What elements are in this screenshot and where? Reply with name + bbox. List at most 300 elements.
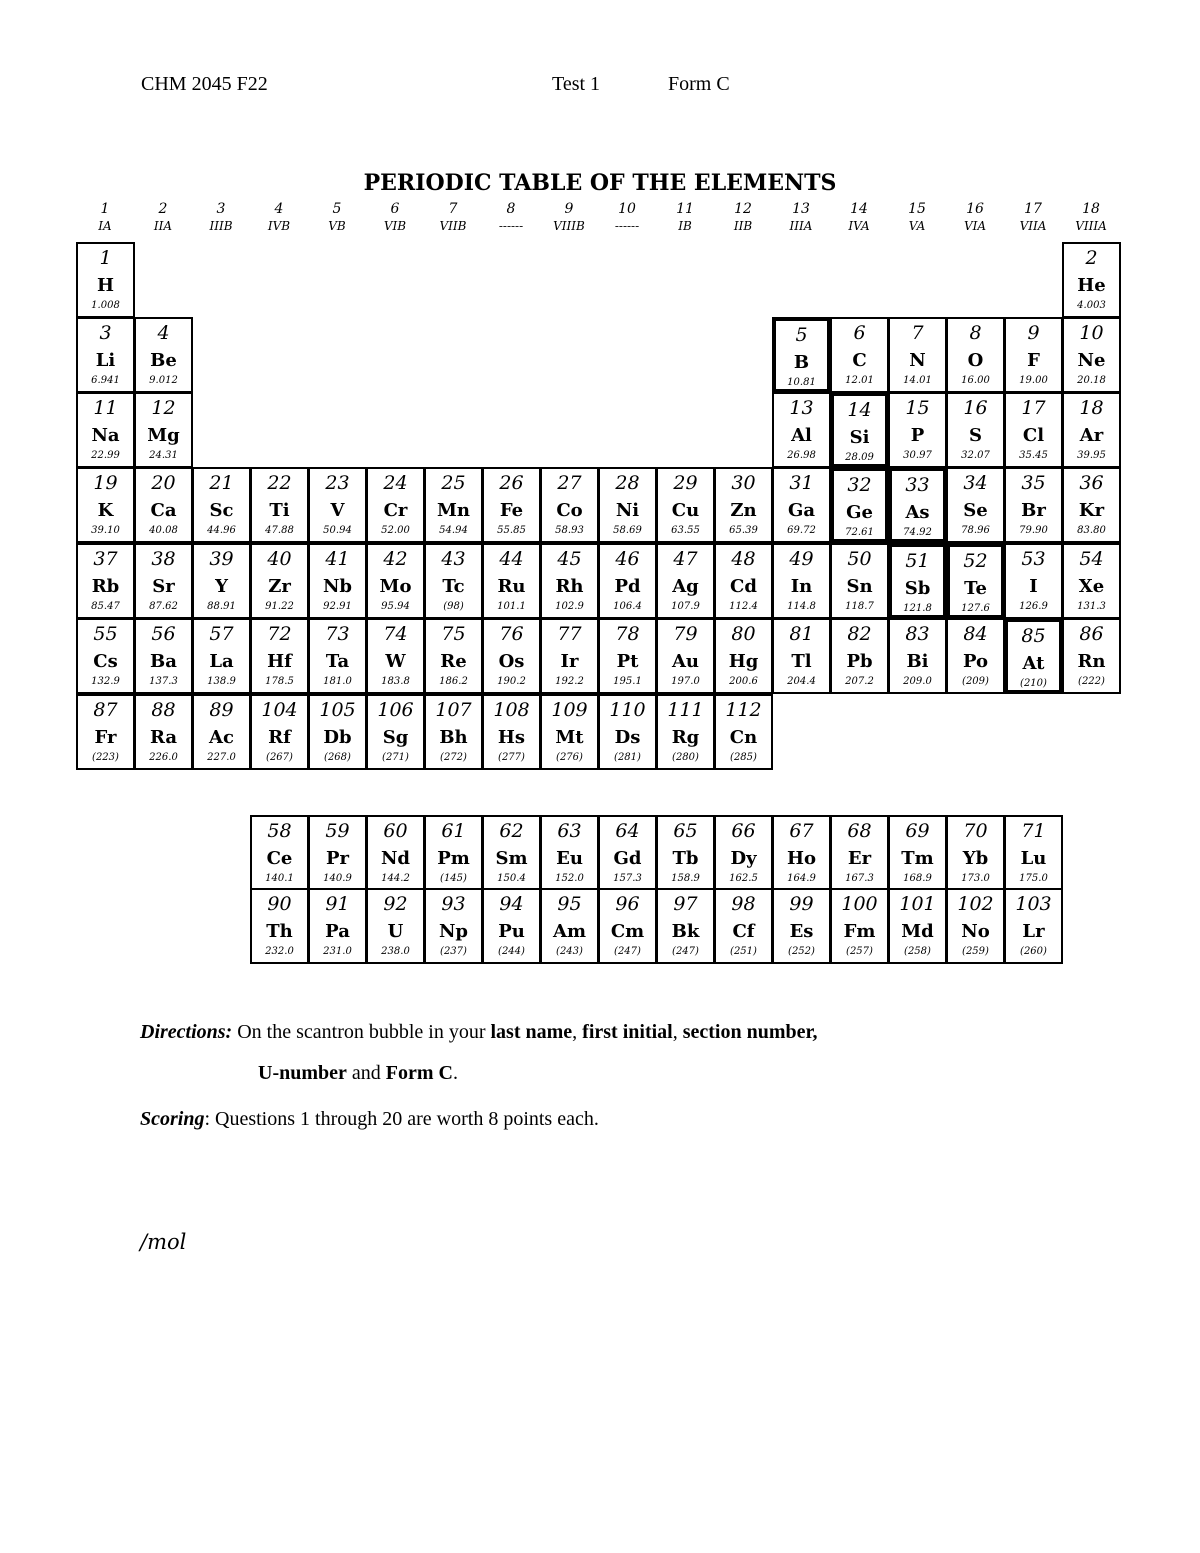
element-symbol: Lu: [1020, 848, 1047, 869]
atomic-number: 106: [377, 699, 414, 721]
element-symbol: Mt: [555, 727, 584, 748]
atomic-mass: 132.9: [91, 676, 120, 687]
group-roman: VIIIB: [553, 219, 585, 233]
group-header: [482, 201, 540, 235]
group-roman: IIB: [733, 219, 753, 233]
atomic-number: 83: [905, 623, 930, 645]
atomic-number: 63: [557, 820, 582, 842]
atomic-mass: 30.97: [903, 450, 932, 461]
element-symbol: Ge: [846, 502, 873, 523]
atomic-mass: 50.94: [323, 525, 352, 536]
element-cell: [946, 467, 1005, 543]
atomic-number: 80: [731, 623, 756, 645]
element-symbol: Ir: [560, 651, 579, 672]
atomic-mass: 157.3: [613, 873, 642, 884]
element-cell: [192, 694, 251, 770]
element-symbol: Sb: [904, 578, 931, 599]
atomic-mass: 87.62: [149, 601, 178, 612]
atomic-number: 102: [957, 893, 994, 915]
atomic-mass: 16.00: [961, 375, 990, 386]
atomic-mass: 183.8: [381, 676, 410, 687]
element-cell: [482, 467, 541, 543]
group-header: [192, 201, 250, 235]
atomic-number: 4: [157, 322, 170, 344]
element-symbol: W: [385, 651, 406, 672]
atomic-number: 100: [841, 893, 878, 915]
element-cell: [1004, 543, 1063, 619]
element-cell: [250, 815, 309, 891]
group-header: [1004, 201, 1062, 235]
atomic-mass: 178.5: [265, 676, 294, 687]
atomic-number: 26: [499, 472, 524, 494]
element-symbol: Ba: [150, 651, 177, 672]
atomic-number: 12: [151, 397, 176, 419]
atomic-number: 72: [267, 623, 292, 645]
element-cell: [76, 543, 135, 619]
atomic-number: 85: [1021, 625, 1046, 647]
directions-text: On the scantron bubble in your: [232, 1021, 491, 1043]
atomic-mass: (271): [382, 752, 409, 763]
atomic-mass: 78.96: [961, 525, 990, 536]
group-header: [76, 201, 134, 235]
element-symbol: Pm: [437, 848, 470, 869]
element-cell: [308, 815, 367, 891]
group-number: 5: [332, 201, 342, 217]
atomic-number: 16: [963, 397, 988, 419]
element-symbol: Au: [671, 651, 700, 672]
group-number: 17: [1024, 201, 1042, 217]
atomic-number: 21: [209, 472, 234, 494]
element-symbol: V: [330, 500, 345, 521]
atomic-mass: (237): [440, 946, 467, 957]
atomic-mass: 175.0: [1019, 873, 1048, 884]
element-symbol: Pb: [846, 651, 873, 672]
element-symbol: Re: [440, 651, 467, 672]
element-symbol: N: [909, 350, 926, 371]
element-cell: [540, 888, 599, 964]
element-symbol: Fe: [499, 500, 524, 521]
atomic-mass: 158.9: [671, 873, 700, 884]
atomic-mass: 204.4: [787, 676, 816, 687]
atomic-number: 105: [319, 699, 356, 721]
group-number: 10: [618, 201, 636, 217]
atomic-number: 1: [99, 247, 112, 269]
atomic-mass: 32.07: [961, 450, 990, 461]
atomic-mass: 181.0: [323, 676, 352, 687]
element-cell: [540, 467, 599, 543]
group-header: [424, 201, 482, 235]
group-number: 12: [734, 201, 752, 217]
atomic-number: 78: [615, 623, 640, 645]
atomic-mass: 144.2: [381, 873, 410, 884]
atomic-mass: (251): [730, 946, 757, 957]
element-cell: [192, 543, 251, 619]
element-cell: [888, 392, 947, 468]
atomic-mass: 231.0: [323, 946, 352, 957]
element-symbol: La: [209, 651, 234, 672]
atomic-mass: 137.3: [149, 676, 178, 687]
atomic-mass: 207.2: [845, 676, 874, 687]
element-cell: [482, 888, 541, 964]
atomic-mass: 118.7: [845, 601, 874, 612]
element-cell: [76, 392, 135, 468]
element-cell: [424, 543, 483, 619]
atomic-mass: 95.94: [381, 601, 410, 612]
element-symbol: Cl: [1022, 425, 1045, 446]
group-roman: IVA: [848, 219, 870, 233]
element-symbol: C: [852, 350, 867, 371]
form-c-text: Form C: [385, 1062, 453, 1084]
element-cell: [888, 543, 947, 619]
group-header: [308, 201, 366, 235]
atomic-number: 98: [731, 893, 756, 915]
group-roman: ------: [498, 219, 524, 233]
atomic-number: 48: [731, 548, 756, 570]
element-symbol: Hg: [728, 651, 759, 672]
element-cell: [888, 888, 947, 964]
atomic-mass: 173.0: [961, 873, 990, 884]
atomic-mass: 192.2: [555, 676, 584, 687]
element-symbol: Pr: [325, 848, 350, 869]
element-cell: [424, 815, 483, 891]
element-symbol: Np: [438, 921, 469, 942]
atomic-number: 14: [847, 399, 872, 421]
atomic-mass: 39.95: [1077, 450, 1106, 461]
scoring-text: : Questions 1 through 20 are worth 8 points each.: [204, 1108, 599, 1130]
element-cell: [946, 543, 1005, 619]
element-symbol: At: [1022, 653, 1045, 674]
element-symbol: U: [387, 921, 404, 942]
element-symbol: Sc: [209, 500, 234, 521]
group-roman: IIIA: [789, 219, 813, 233]
element-symbol: Sn: [846, 576, 873, 597]
element-symbol: Tl: [791, 651, 812, 672]
group-header: [598, 201, 656, 235]
directions-line-2: [258, 1062, 458, 1085]
element-symbol: Eu: [556, 848, 583, 869]
atomic-mass: (285): [730, 752, 757, 763]
element-cell: [1004, 815, 1063, 891]
element-symbol: Cs: [93, 651, 118, 672]
atomic-mass: 55.85: [497, 525, 526, 536]
element-symbol: Sm: [495, 848, 528, 869]
element-symbol: Pa: [325, 921, 350, 942]
element-symbol: Co: [556, 500, 583, 521]
element-symbol: Rb: [91, 576, 120, 597]
element-cell: [366, 618, 425, 694]
element-symbol: Cn: [729, 727, 758, 748]
directions-label: Directions:: [140, 1021, 233, 1043]
atomic-number: 25: [441, 472, 466, 494]
element-cell: [76, 618, 135, 694]
group-roman: VIA: [963, 219, 987, 233]
atomic-mass: (277): [498, 752, 525, 763]
element-cell: [830, 543, 889, 619]
atomic-number: 71: [1021, 820, 1046, 842]
atomic-number: 64: [615, 820, 640, 842]
element-symbol: Ta: [325, 651, 350, 672]
element-cell: [1004, 888, 1063, 964]
atomic-mass: 44.96: [207, 525, 236, 536]
element-cell: [598, 694, 657, 770]
element-cell: [1004, 317, 1063, 393]
atomic-number: 2: [1085, 247, 1098, 269]
atomic-number: 110: [609, 699, 646, 721]
atomic-number: 18: [1079, 397, 1104, 419]
element-cell: [540, 694, 599, 770]
atomic-number: 62: [499, 820, 524, 842]
atomic-mass: 127.6: [961, 603, 990, 614]
element-symbol: Se: [963, 500, 988, 521]
atomic-mass: 112.4: [729, 601, 758, 612]
element-cell: [1062, 467, 1121, 543]
element-cell: [76, 317, 135, 393]
group-header: [250, 201, 308, 235]
atomic-number: 39: [209, 548, 234, 570]
atomic-number: 101: [899, 893, 936, 915]
element-symbol: Mo: [379, 576, 412, 597]
atomic-number: 87: [93, 699, 118, 721]
element-symbol: Gd: [613, 848, 642, 869]
atomic-number: 3: [99, 322, 112, 344]
atomic-number: 95: [557, 893, 582, 915]
atomic-mass: 69.72: [787, 525, 816, 536]
element-symbol: S: [969, 425, 982, 446]
atomic-mass: (259): [962, 946, 989, 957]
element-symbol: Os: [498, 651, 525, 672]
atomic-mass: 91.22: [265, 601, 294, 612]
element-symbol: F: [1027, 350, 1040, 371]
element-cell: [482, 618, 541, 694]
atomic-mass: (243): [556, 946, 583, 957]
atomic-number: 104: [261, 699, 298, 721]
element-symbol: Po: [962, 651, 989, 672]
element-symbol: Ni: [615, 500, 640, 521]
atomic-number: 11: [93, 397, 118, 419]
group-header: [946, 201, 1004, 235]
atomic-mass: (267): [266, 752, 293, 763]
atomic-number: 13: [789, 397, 814, 419]
element-cell: [134, 543, 193, 619]
group-roman: ------: [614, 219, 640, 233]
element-cell: [76, 467, 135, 543]
element-cell: [888, 467, 947, 543]
element-cell: [250, 543, 309, 619]
atomic-mass: 106.4: [613, 601, 642, 612]
element-cell: [656, 618, 715, 694]
atomic-mass: (281): [614, 752, 641, 763]
element-symbol: Y: [215, 576, 228, 597]
element-symbol: Cm: [610, 921, 645, 942]
atomic-number: 108: [493, 699, 530, 721]
atomic-number: 99: [789, 893, 814, 915]
element-symbol: Xe: [1078, 576, 1105, 597]
atomic-number: 76: [499, 623, 524, 645]
atomic-number: 57: [209, 623, 234, 645]
atomic-mass: 107.9: [671, 601, 700, 612]
element-cell: [134, 467, 193, 543]
element-symbol: Db: [323, 727, 352, 748]
directions-period: .: [452, 1062, 458, 1084]
element-symbol: Fr: [94, 727, 117, 748]
atomic-mass: 28.09: [845, 452, 874, 463]
group-roman: IIIB: [209, 219, 233, 233]
group-number: 11: [676, 201, 694, 217]
element-cell: [250, 694, 309, 770]
atomic-number: 93: [441, 893, 466, 915]
element-cell: [134, 392, 193, 468]
element-symbol: Md: [901, 921, 934, 942]
atomic-number: 27: [557, 472, 582, 494]
element-cell: [424, 618, 483, 694]
atomic-mass: 39.10: [91, 525, 120, 536]
element-cell: [482, 694, 541, 770]
element-symbol: Zr: [268, 576, 291, 597]
element-symbol: Th: [266, 921, 293, 942]
group-number: 16: [966, 201, 984, 217]
atomic-mass: 88.91: [207, 601, 236, 612]
atomic-number: 94: [499, 893, 524, 915]
element-cell: [772, 543, 831, 619]
element-symbol: Li: [95, 350, 116, 371]
group-roman: VIB: [383, 219, 407, 233]
element-cell: [830, 888, 889, 964]
atomic-mass: 35.45: [1019, 450, 1048, 461]
group-header: [1062, 201, 1120, 235]
atomic-number: 33: [905, 474, 930, 496]
atomic-number: 109: [551, 699, 588, 721]
atomic-mass: (268): [324, 752, 351, 763]
atomic-number: 77: [557, 623, 582, 645]
atomic-number: 44: [499, 548, 524, 570]
atomic-mass: 101.1: [497, 601, 526, 612]
atomic-mass: (98): [443, 601, 464, 612]
atomic-number: 31: [789, 472, 814, 494]
element-symbol: Rg: [671, 727, 700, 748]
element-cell: [888, 815, 947, 891]
group-roman: VIIB: [439, 219, 467, 233]
atomic-mass: (280): [672, 752, 699, 763]
atomic-mass: 168.9: [903, 873, 932, 884]
element-cell: [1062, 317, 1121, 393]
element-cell: [134, 618, 193, 694]
element-cell: [772, 467, 831, 543]
element-cell: [366, 888, 425, 964]
element-symbol: Al: [791, 425, 812, 446]
atomic-mass: 162.5: [729, 873, 758, 884]
atomic-mass: 58.69: [613, 525, 642, 536]
atomic-number: 97: [673, 893, 698, 915]
element-cell: [772, 888, 831, 964]
element-symbol: Te: [964, 578, 987, 599]
element-symbol: Fm: [843, 921, 876, 942]
element-symbol: Pu: [498, 921, 525, 942]
atomic-number: 66: [731, 820, 756, 842]
atomic-number: 24: [383, 472, 408, 494]
atomic-mass: 74.92: [903, 527, 932, 538]
group-roman: IIA: [153, 219, 173, 233]
atomic-number: 29: [673, 472, 698, 494]
atomic-number: 54: [1079, 548, 1104, 570]
element-symbol: Am: [552, 921, 586, 942]
atomic-mass: 26.98: [787, 450, 816, 461]
element-symbol: Zn: [730, 500, 757, 521]
group-header: [366, 201, 424, 235]
atomic-number: 30: [731, 472, 756, 494]
element-cell: [424, 467, 483, 543]
element-cell: [598, 618, 657, 694]
element-cell: [250, 467, 309, 543]
atomic-number: 112: [725, 699, 762, 721]
atomic-number: 6: [853, 322, 866, 344]
atomic-number: 103: [1015, 893, 1052, 915]
atomic-number: 8: [969, 322, 982, 344]
atomic-number: 7: [911, 322, 924, 344]
atomic-mass: 54.94: [439, 525, 468, 536]
atomic-number: 68: [847, 820, 872, 842]
element-cell: [76, 242, 135, 318]
atomic-mass: 226.0: [149, 752, 178, 763]
element-symbol: Rf: [268, 727, 291, 748]
element-cell: [714, 815, 773, 891]
atomic-mass: 83.80: [1077, 525, 1106, 536]
atomic-mass: 47.88: [265, 525, 294, 536]
element-cell: [308, 618, 367, 694]
element-cell: [1062, 543, 1121, 619]
atomic-number: 55: [93, 623, 118, 645]
element-symbol: Ru: [497, 576, 526, 597]
element-cell: [76, 694, 135, 770]
element-cell: [540, 815, 599, 891]
atomic-number: 61: [441, 820, 466, 842]
element-cell: [830, 467, 889, 543]
element-symbol: Ga: [787, 500, 816, 521]
element-cell: [1004, 392, 1063, 468]
atomic-mass: 121.8: [903, 603, 932, 614]
element-symbol: Bk: [671, 921, 700, 942]
atomic-number: 70: [963, 820, 988, 842]
group-header: [772, 201, 830, 235]
element-cell: [714, 694, 773, 770]
atomic-number: 41: [325, 548, 350, 570]
element-symbol: Si: [849, 427, 870, 448]
element-cell: [830, 392, 889, 468]
atomic-number: 22: [267, 472, 292, 494]
u-number-text: U-number: [258, 1062, 347, 1084]
atomic-number: 19: [93, 472, 118, 494]
element-symbol: H: [96, 275, 114, 296]
atomic-mass: 227.0: [207, 752, 236, 763]
element-symbol: Cf: [732, 921, 755, 942]
atomic-mass: (272): [440, 752, 467, 763]
element-symbol: Bi: [906, 651, 929, 672]
atomic-mass: (244): [498, 946, 525, 957]
element-symbol: Nd: [380, 848, 411, 869]
element-cell: [714, 888, 773, 964]
atomic-number: 75: [441, 623, 466, 645]
atomic-number: 107: [435, 699, 472, 721]
element-cell: [192, 618, 251, 694]
atomic-mass: 152.0: [555, 873, 584, 884]
element-cell: [888, 618, 947, 694]
atomic-mass: 22.99: [91, 450, 120, 461]
element-cell: [714, 618, 773, 694]
course-header: CHM 2045 F22: [141, 73, 268, 95]
atomic-mass: (222): [1078, 676, 1105, 687]
element-cell: [772, 618, 831, 694]
atomic-number: 32: [847, 474, 872, 496]
element-symbol: Nb: [322, 576, 353, 597]
